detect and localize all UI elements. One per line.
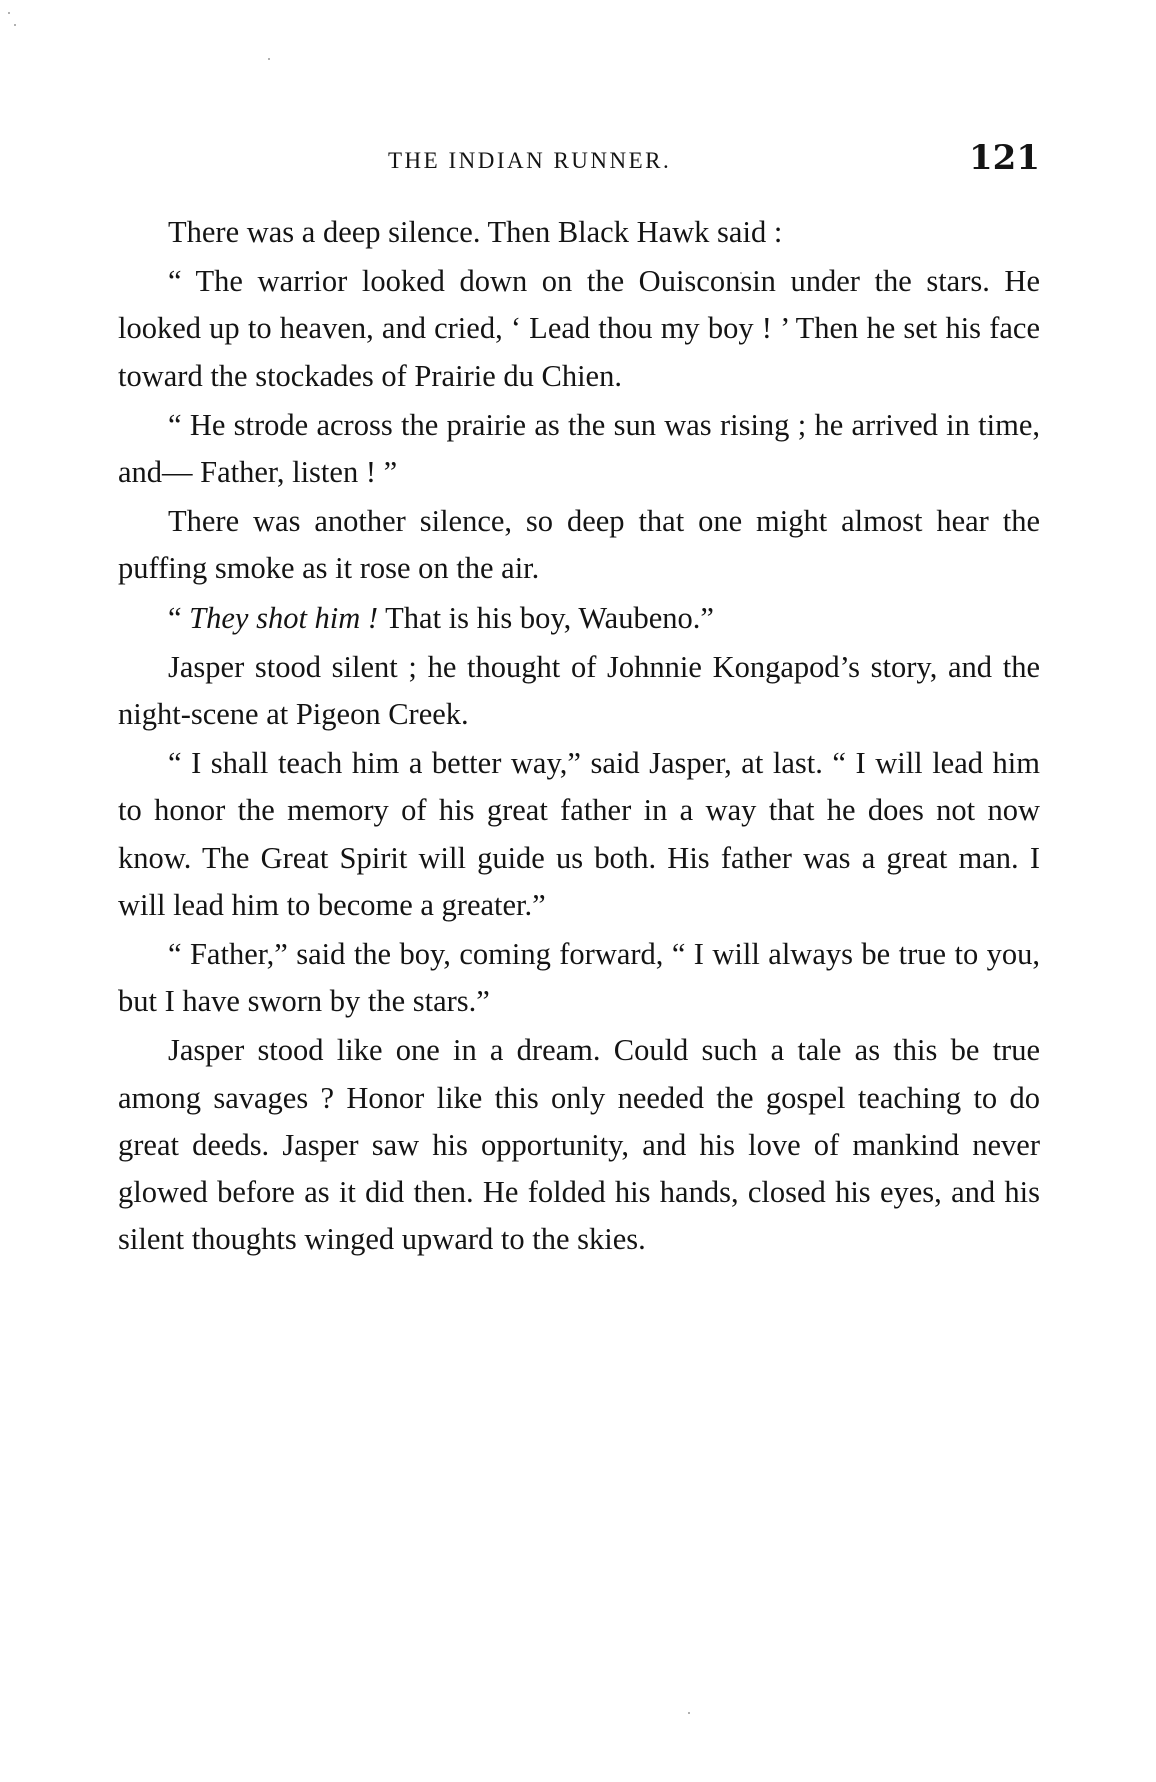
paragraph: “ I shall teach him a better way,” said Jasper, at last. “ I will lead him to honor the memory of his great father in a way that he does not now know. The Great Spirit will guide us both. His father was a great man. I will lead him to become a greater.”: [118, 746, 1040, 922]
paragraph: Jasper stood like one in a dream. Could such a tale as this be true among savages ? Honor like this only needed the gospel teaching to do great deeds. Jasper saw his opportunity, and his love of mankind never glowed before as it did then. He folded his hands, closed his eyes, and his silent thoughts winged upward to the skies.: [118, 1033, 1040, 1257]
paragraph: “ The warrior looked down on the Ouisconsin under the stars. He looked up to heaven, and cried, ‘ Lead thou my boy ! ’ Then he set his face toward the stockades of Prairie du Chien.: [118, 264, 1040, 393]
paragraph: [118, 595, 1040, 642]
paragraph: “ Father,” said the boy, coming forward, “ I will always be true to you, but I have sworn by the stars.”: [118, 937, 1040, 1019]
running-title: THE INDIAN RUNNER.: [388, 148, 672, 173]
paragraph: There was another silence, so deep that one might almost hear the puffing smoke as it rose on the air.: [118, 504, 1040, 586]
body-text: [118, 209, 1040, 1263]
paper-speck: [14, 24, 16, 26]
page-number: 121: [969, 138, 1040, 178]
paper-speck: [268, 58, 270, 60]
paragraph: Jasper stood silent ; he thought of Johnnie Kongapod’s story, and the night-scene at Pigeon Creek.: [118, 649, 1040, 732]
paper-speck: [8, 12, 10, 14]
paragraph: There was a deep silence. Then Black Hawk said :: [168, 215, 783, 249]
quote-open: “: [168, 600, 190, 635]
paper-speck: [688, 1712, 690, 1714]
quote-rest: That is his boy, Waubeno.”: [378, 600, 714, 635]
running-head: [118, 138, 1040, 198]
italic-phrase: They shot him !: [189, 600, 379, 635]
paragraph: “ He strode across the prairie as the sun was rising ; he arrived in time, and— Father, listen ! ”: [118, 407, 1040, 490]
